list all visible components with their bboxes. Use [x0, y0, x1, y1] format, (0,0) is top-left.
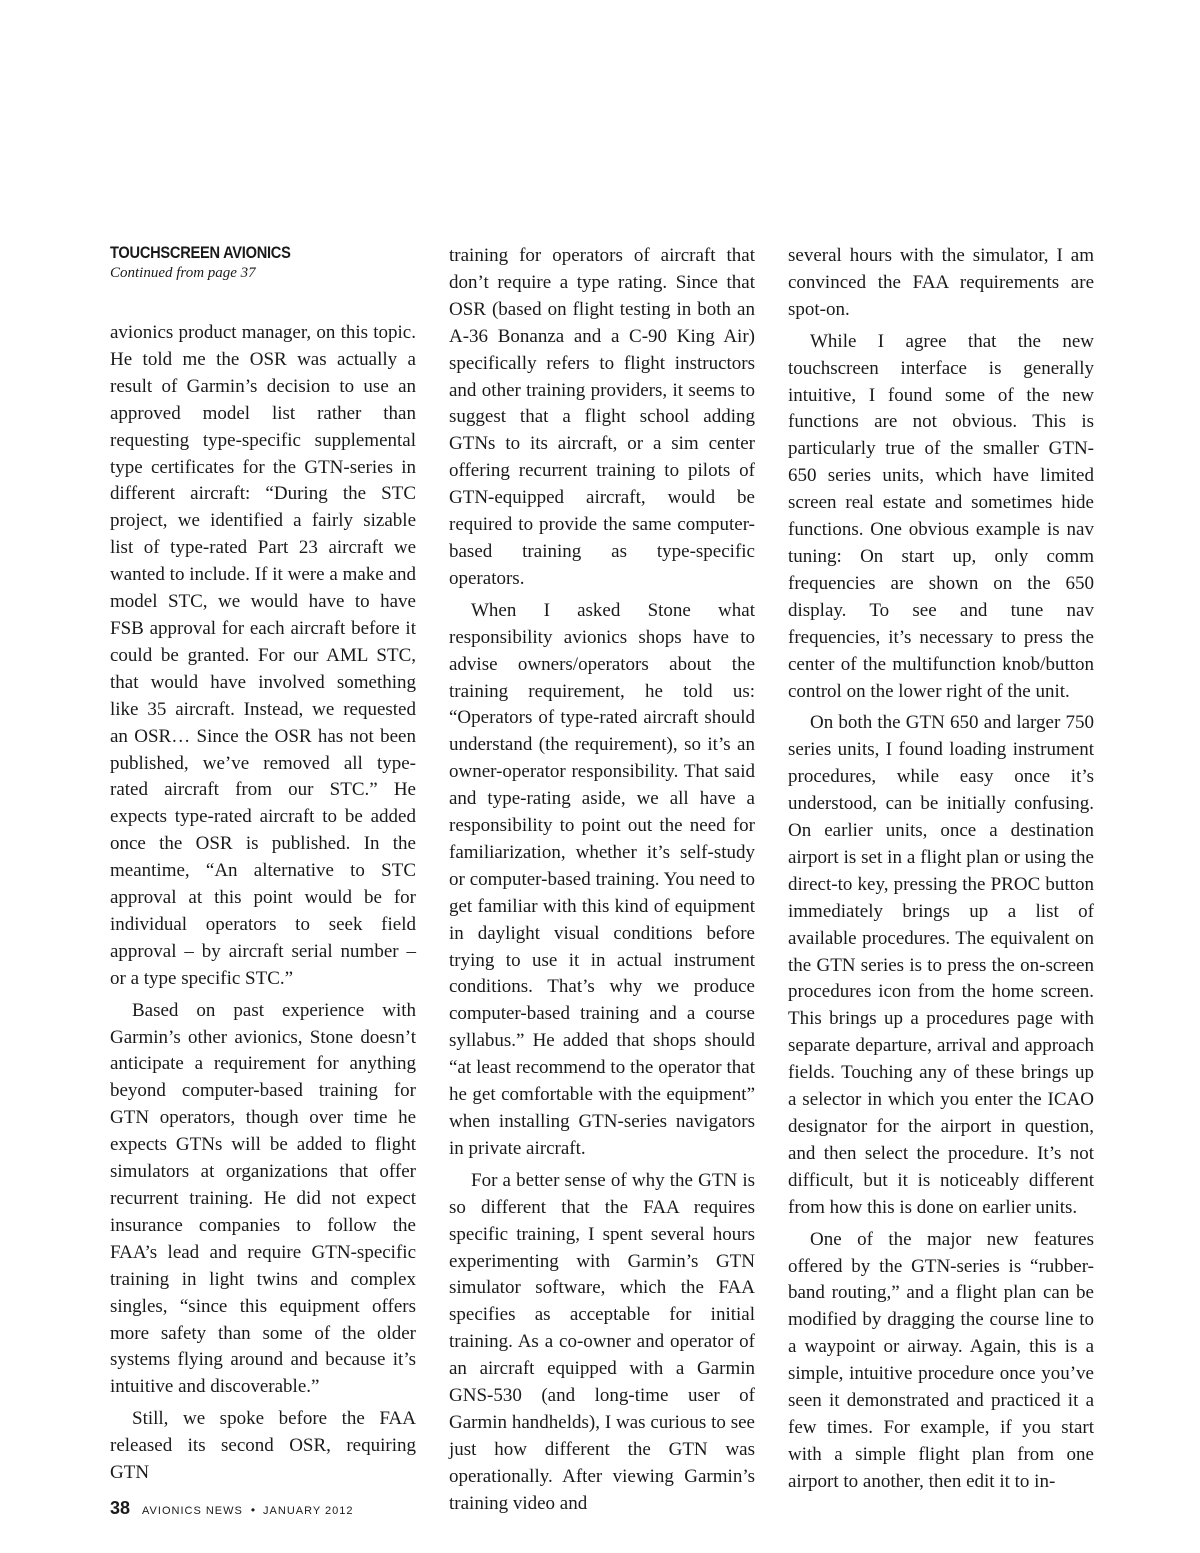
body-paragraph: Based on past experience with Garmin’s other avionics, Stone doesn’t anticipate a requirement for anything beyond computer-based training for GTN operators, though over time he expects GTNs will be added to flight simulators at organizations that offer recurrent training. He did not expect insurance companies to follow the FAA’s lead and require GTN-specific training in light twins and complex singles, “since this equipment offers more safety than some of the older systems flying around and because it’s intuitive and discoverable.” [110, 999, 416, 1398]
body-paragraph: training for operators of aircraft that don’t require a type rating. Since that OSR (based on flight testing in both an A-36 Bonanza and a C-90 King Air) specifically refers to flight instructors and other training providers, it seems to suggest that a flight school adding GTNs to its aircraft, or a sim center offering recurrent training to pilots of GTN-equipped aircraft, would be required to provide the same computer-based training as type-specific operators. [449, 245, 755, 589]
body-paragraph: When I asked Stone what responsibility avionics shops have to advise owners/operators about the training requirement, he told us: “Operators of type-rated aircraft should understand (the requirement), so it’s an owner-operator responsibility. That said and type-rating aside, we all have a responsibility to point out the need for familiarization, whether it’s self-study or computer-based training. You need to get familiar with this kind of equipment in daylight visual conditions before trying to use it in actual instrument conditions. That’s why we produce computer-based training and a course syllabus.” He added that shops should “at least recommend to the operator that he get comfortable with the equipment” when installing GTN-series navigators in private aircraft. [449, 599, 755, 1159]
section-kicker: TOUCHSCREEN AVIONICS [110, 243, 291, 262]
publication-name: AVIONICS NEWS [142, 1505, 243, 1517]
column-3 [788, 243, 1094, 1496]
body-paragraph: several hours with the simulator, I am convinced the FAA requirements are spot-on. [788, 245, 1094, 320]
column-1 [110, 243, 416, 1487]
page-number: 38 [110, 1498, 131, 1518]
body-paragraph: While I agree that the new touchscreen interface is generally intuitive, I found some of the new functions are not obvious. This is particularly true of the smaller GTN-650 series units, which have limited screen real estate and sometimes hide functions. One obvious example is nav tuning: On start up, only comm frequencies are shown on the 650 display. To see and tune nav frequencies, it’s necessary to press the center of the multifunction knob/button control on the lower right of the unit. [788, 330, 1094, 702]
body-paragraph: Still, we spoke before the FAA released its second OSR, requiring GTN [110, 1408, 416, 1484]
body-paragraph: For a better sense of why the GTN is so different that the FAA requires specific training, I spent several hours experimenting with Garmin’s GTN simulator software, which the FAA specifies as acceptable for initial training. As a co-owner and operator of an aircraft equipped with a Garmin GNS-530 (and long-time user of Garmin handhelds), I was curious to see just how different the GTN was operationally. After viewing Garmin’s training video and [449, 1169, 755, 1514]
continued-from-note: Continued from page 37 [110, 265, 256, 281]
issue-date: JANUARY 2012 [263, 1505, 354, 1517]
body-paragraph: On both the GTN 650 and larger 750 series units, I found loading instrument procedures, while easy once it’s understood, can be initially confusing. On earlier units, once a destination airport is set in a flight plan or using the direct-to key, pressing the PROC button immediately brings up a list of available procedures. The equivalent on the GTN series is to press the on-screen procedures icon from the home screen. This brings up a procedures page with separate departure, arrival and approach fields. Touching any of these brings up a selector in which you enter the ICAO designator for the airport in question, and then select the procedure. It’s not difficult, but it is noticeably different from how this is done on earlier units. [788, 712, 1094, 1218]
body-paragraph: avionics product manager, on this topic. He told me the OSR was actually a result of Garmin’s decision to use an approved model list rather than requesting type-specific supplemental type certificates for the GTN-series in different aircraft: “During the STC project, we identified a fairly sizable list of type-rated Part 23 aircraft we wanted to include. If it were a make and model STC, we would have to have FSB approval for each aircraft before it could be granted. For our AML STC, that would have involved something like 35 aircraft. Instead, we requested an OSR… Since the OSR has not been published, we’ve removed all type-rated aircraft from our STC.” He expects type-rated aircraft to be added once the OSR is published. In the meantime, “An alternative to STC approval at this point would be for individual operators to seek field approval – by aircraft serial number – or a type specific STC.” [110, 322, 416, 989]
footer-separator: • [250, 1503, 256, 1517]
body-paragraph: One of the major new features offered by the GTN-series is “rubber-band routing,” and a flight plan can be modified by dragging the course line to a waypoint or airway. Again, this is a simple, intuitive procedure once you’ve seen it demonstrated and practiced it a few times. For example, if you start with a simple flight plan from one airport to another, then edit it to in- [788, 1228, 1094, 1492]
column-2 [449, 243, 755, 1518]
page-footer [110, 1498, 354, 1519]
